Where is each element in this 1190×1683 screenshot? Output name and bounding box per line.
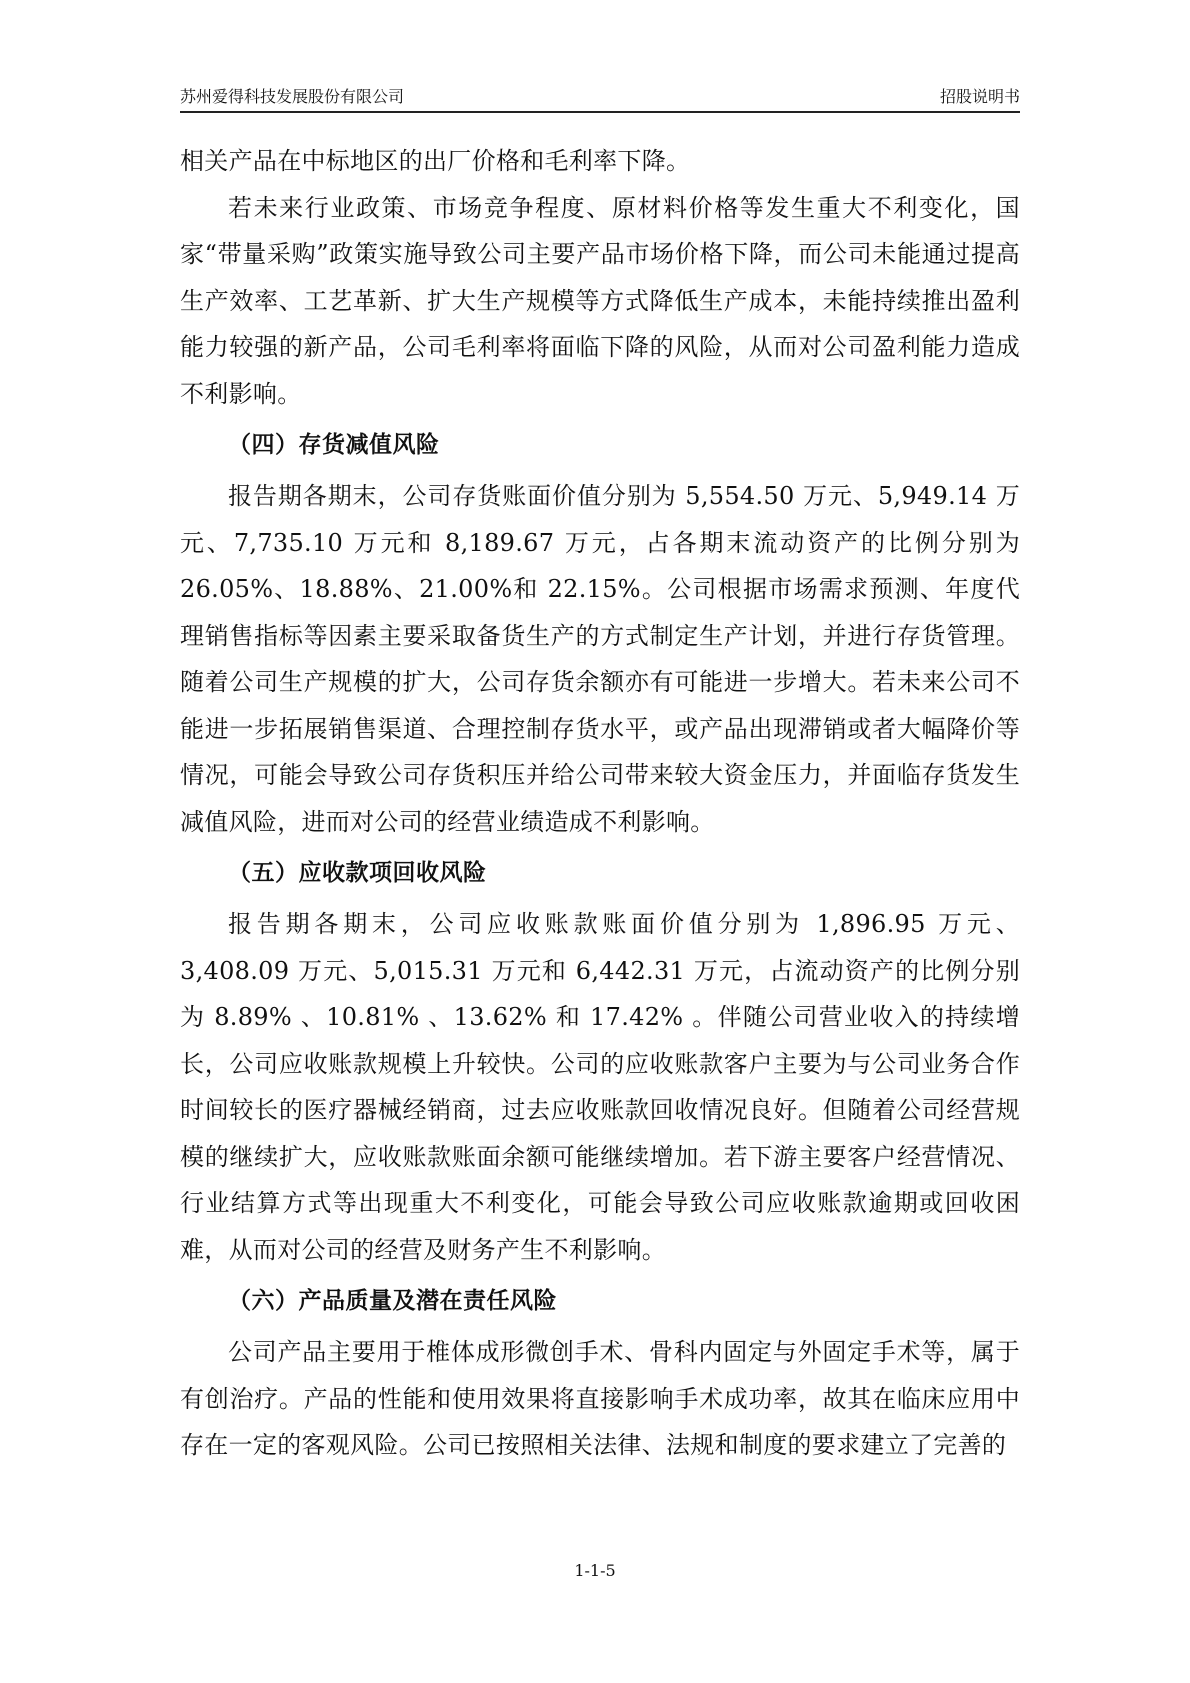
header-divider [180,111,1020,113]
document-body [180,138,1020,1469]
paragraph-product-quality-risk: 公司产品主要用于椎体成形微创手术、骨科内固定与外固定手术等，属于有创治疗。产品的性能和使用效果将直接影响手术成功率，故其在临床应用中存在一定的客观风险。公司已按照相关法律、法规和制度的要求建立了完善的 [180,1338,1020,1459]
paragraph-margin-risk: 若未来行业政策、市场竞争程度、原材料价格等发生重大不利变化，国家“带量采购”政策实施导致公司主要产品市场价格下降，而公司未能通过提高生产效率、工艺革新、扩大生产规模等方式降低生产成本，未能持续推出盈利能力较强的新产品，公司毛利率将面临下降的风险，从而对公司盈利能力造成不利影响。 [180,193,1020,408]
paragraph-continued: 相关产品在中标地区的出厂价格和毛利率下降。 [180,147,691,175]
header-doc-type: 招股说明书 [939,87,1020,106]
page-header [180,86,1020,108]
paragraph-receivables-risk: 报告期各期末，公司应收账款账面价值分别为 1,896.95 万元、3,408.09 万元、5,015.31 万元和 6,442.31 万元，占流动资产的比例分别为 8.89% 、10.81% 、13.62% 和 17.42% 。伴随公司营业收入的持续增长，公司应收账款规模上升较快。公司的应收账款客户主要为与公司业务合作时间较长的医疗器械经销商，过去应收账款回收情况良好。但随着公司经营规模的继续扩大，应收账款账面余额可能继续增加。若下游主要客户经营情况、行业结算方式等出现重大不利变化，可能会导致公司应收账款逾期或回收困难，从而对公司的经营及财务产生不利影响。 [180,910,1020,1264]
section-heading-inventory: （四）存货减值风险 [228,432,440,458]
paragraph-inventory-risk: 报告期各期末，公司存货账面价值分别为 5,554.50 万元、5,949.14 万元、7,735.10 万元和 8,189.67 万元，占各期末流动资产的比例分别为 26.05%、18.88%、21.00%和 22.15%。公司根据市场需求预测、年度代理销售指标等因素主要采取备货生产的方式制定生产计划，并进行存货管理。随着公司生产规模的扩大，公司存货余额亦有可能进一步增大。若未来公司不能进一步拓展销售渠道、合理控制存货水平，或产品出现滞销或者大幅降价等情况，可能会导致公司存货积压并给公司带来较大资金压力，并面临存货发生减值风险，进而对公司的经营业绩造成不利影响。 [180,482,1020,836]
section-heading-receivables: （五）应收款项回收风险 [228,860,487,886]
page-number: 1-1-5 [574,1561,616,1580]
header-company: 苏州爱得科技发展股份有限公司 [180,87,405,106]
section-heading-product-quality: （六）产品质量及潜在责任风险 [228,1288,557,1314]
